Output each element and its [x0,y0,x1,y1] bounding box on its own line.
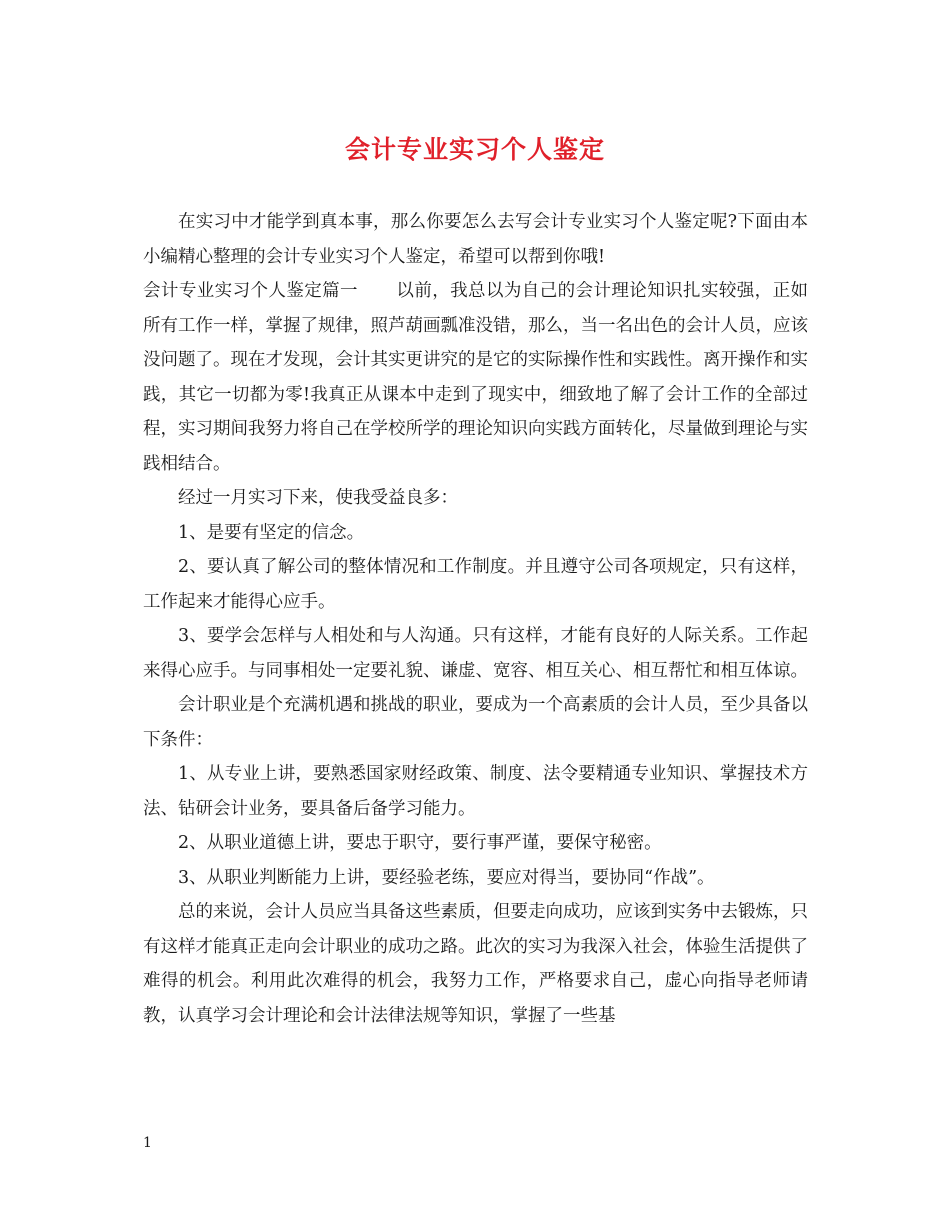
paragraph-condition-1: 1、从专业上讲，要熟悉国家财经政策、制度、法令要精通专业知识、掌握技术方法、钻研会计业务，要具备后备学习能力。 [143,764,808,819]
paragraph-intro: 在实习中才能学到真本事，那么你要怎么去写会计专业实习个人鉴定呢?下面由本小编精心整理的会计专业实习个人鉴定，希望可以帮到你哦! [143,212,808,267]
section-body: 以前，我总以为自己的会计理论知识扎实较强，正如所有工作一样，掌握了规律，照芦葫画瓢准没错，那么，当一名出色的会计人员，应该没问题了。现在才发现，会计其实更讲究的是它的实际操作性和实践性。离开操作和实践，其它一切都为零!我真正从课本中走到了现实中，细致地了解了会计工作的全部过程，实习期间我努力将自己在学校所学的理论知识向实践方面转化，尽量做到理论与实践相结合。 [143,281,809,474]
paragraph-point-3: 3、要学会怎样与人相处和与人沟通。只有这样，才能有良好的人际关系。工作起来得心应手。与同事相处一定要礼貌、谦虚、宽容、相互关心、相互帮忙和相互体谅。 [143,626,808,681]
page-number: 1 [143,1135,152,1151]
paragraph-point-1: 1、是要有坚定的信念。 [178,522,365,543]
paragraph-point-2: 2、要认真了解公司的整体情况和工作制度。并且遵守公司各项规定，只有这样，工作起来才能得心应手。 [143,557,808,612]
paragraph-career: 会计职业是个充满机遇和挑战的职业，要成为一个高素质的会计人员，至少具备以下条件： [143,695,808,750]
paragraph-condition-2: 2、从职业道德上讲，要忠于职守，要行事严谨，要保守秘密。 [178,833,662,853]
document-title: 会计专业实习个人鉴定 [344,135,605,164]
paragraph-section1 [143,274,808,481]
paragraph-summary: 总的来说，会计人员应当具备这些素质，但要走向成功，应该到实务中去锻炼，只有这样才能真正走向会计职业的成功之路。此次的实习为我深入社会，体验生活提供了难得的机会。利用此次难得的机会，我努力工作，严格要求自己，虚心向指导老师请教，认真学习会计理论和会计法律法规等知识，掌握了一些基 [143,902,808,1026]
section-heading: 会计专业实习个人鉴定篇一 [143,281,358,301]
paragraph-condition-3: 3、从职业判断能力上讲，要经验老练，要应对得当，要协同“作战”。 [178,867,715,888]
document-body [143,205,808,1033]
paragraph-gains: 经过一月实习下来，使我受益良多： [178,488,458,508]
